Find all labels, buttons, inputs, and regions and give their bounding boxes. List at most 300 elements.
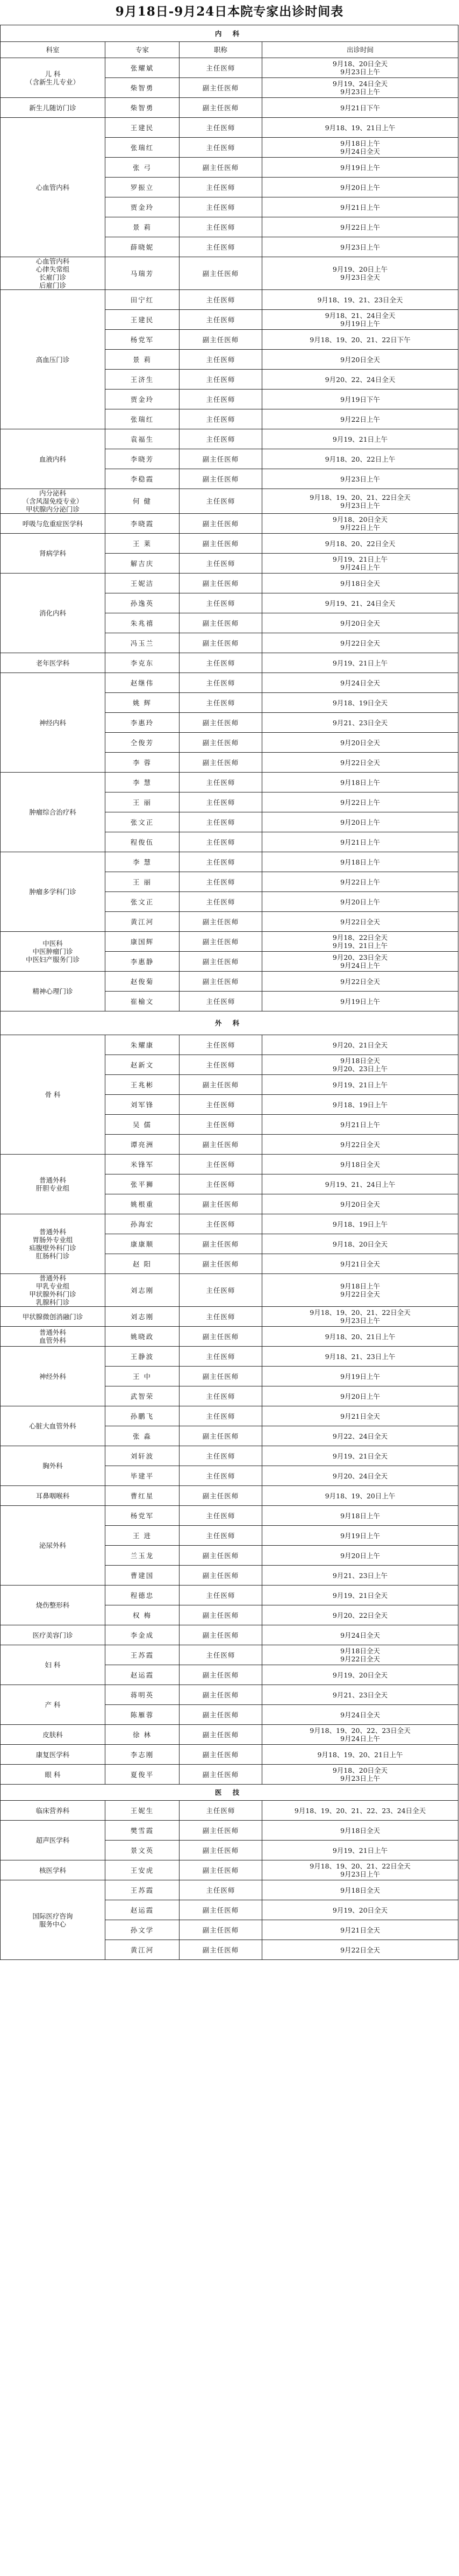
time-cell: 9月18、19、21日上午	[262, 118, 458, 138]
title-cell: 副主任医师	[180, 1605, 262, 1625]
doctor-cell: 兰玉龙	[105, 1546, 180, 1566]
title-cell: 主任医师	[180, 653, 262, 673]
time-cell: 9月19、21日上午	[262, 653, 458, 673]
doctor-cell: 张文正	[105, 892, 180, 912]
doctor-cell: 毕建平	[105, 1466, 180, 1486]
table-row	[1, 118, 458, 138]
doctor-cell: 王 丽	[105, 872, 180, 892]
time-cell: 9月18、19、20、21、22、23、24日全天	[262, 1801, 458, 1821]
title-cell: 副主任医师	[180, 932, 262, 952]
dept-cell: 临床营养科	[1, 1801, 105, 1821]
title-cell: 主任医师	[180, 1035, 262, 1055]
doctor-cell: 景文英	[105, 1841, 180, 1860]
doctor-cell: 刘志刚	[105, 1274, 180, 1307]
time-cell: 9月18、19、20、21、22日下午	[262, 330, 458, 350]
time-cell: 9月21日全天	[262, 1254, 458, 1274]
dept-cell: 心血管内科	[1, 118, 105, 257]
time-cell: 9月22日上午	[262, 792, 458, 812]
title-cell: 副主任医师	[180, 534, 262, 554]
time-cell: 9月20、21日全天	[262, 1035, 458, 1055]
dept-cell: 消化内科	[1, 574, 105, 653]
table-row	[1, 1645, 458, 1665]
time-cell: 9月20日全天	[262, 1194, 458, 1214]
title-cell: 副主任医师	[180, 78, 262, 98]
dept-cell: 精神心理门诊	[1, 972, 105, 1011]
doctor-cell: 王 丽	[105, 792, 180, 812]
dept-cell: 超声医学科	[1, 1821, 105, 1860]
doctor-cell: 崔榆文	[105, 992, 180, 1011]
doctor-cell: 杨党军	[105, 330, 180, 350]
dept-cell: 肿瘤多学科门诊	[1, 852, 105, 932]
doctor-cell: 李惠静	[105, 952, 180, 972]
title-cell: 主任医师	[180, 554, 262, 574]
title-cell: 副主任医师	[180, 1665, 262, 1685]
doctor-cell: 王苏霞	[105, 1645, 180, 1665]
time-cell: 9月21日上午	[262, 197, 458, 217]
table-row	[1, 932, 458, 952]
doctor-cell: 赵运霞	[105, 1900, 180, 1920]
title-cell: 主任医师	[180, 429, 262, 449]
doctor-cell: 何 健	[105, 489, 180, 514]
doctor-cell: 康康顺	[105, 1234, 180, 1254]
time-cell: 9月18、19、20、21、22日全天 9月23日上午	[262, 1860, 458, 1880]
title-cell: 主任医师	[180, 390, 262, 409]
time-cell: 9月24日全天	[262, 1705, 458, 1725]
doctor-cell: 赵继伟	[105, 673, 180, 693]
title-cell: 副主任医师	[180, 1254, 262, 1274]
dept-cell: 普通外科 甲乳专业组 甲状腺外科门诊 乳腺科门诊	[1, 1274, 105, 1307]
title-cell: 副主任医师	[180, 1765, 262, 1785]
title-cell: 副主任医师	[180, 912, 262, 932]
dept-cell: 妇 科	[1, 1645, 105, 1685]
time-cell: 9月18、20日全天 9月22日上午	[262, 514, 458, 534]
title-cell: 副主任医师	[180, 1725, 262, 1745]
time-cell: 9月18、21、24日全天 9月19日上午	[262, 310, 458, 330]
doctor-cell: 程德忠	[105, 1586, 180, 1605]
title-cell: 主任医师	[180, 673, 262, 693]
time-cell: 9月21日下午	[262, 98, 458, 118]
title-cell: 副主任医师	[180, 1920, 262, 1940]
title-cell: 副主任医师	[180, 1327, 262, 1347]
time-cell: 9月18、19日上午	[262, 1095, 458, 1115]
doctor-cell: 李志刚	[105, 1745, 180, 1765]
time-cell: 9月18、19日上午	[262, 1214, 458, 1234]
time-cell: 9月20日全天	[262, 613, 458, 633]
title-cell: 副主任医师	[180, 514, 262, 534]
table-row	[1, 1801, 458, 1821]
table-row	[1, 1625, 458, 1645]
table-row	[1, 1880, 458, 1900]
table-row	[1, 514, 458, 534]
doctor-cell: 程俊伍	[105, 832, 180, 852]
dept-cell: 肾病学科	[1, 534, 105, 574]
doctor-cell: 张瑞红	[105, 409, 180, 429]
title-cell: 主任医师	[180, 1115, 262, 1135]
title-cell: 主任医师	[180, 178, 262, 197]
table-row	[1, 773, 458, 792]
title-cell: 主任医师	[180, 118, 262, 138]
title-cell: 主任医师	[180, 237, 262, 257]
title-cell: 主任医师	[180, 1801, 262, 1821]
time-cell: 9月18、19、21、23日全天	[262, 290, 458, 310]
title-cell: 主任医师	[180, 58, 262, 78]
doctor-cell: 冯玉兰	[105, 633, 180, 653]
time-cell: 9月22日全天	[262, 753, 458, 773]
doctor-cell: 孙鹏飞	[105, 1406, 180, 1426]
doctor-cell: 张平狮	[105, 1174, 180, 1194]
title-cell: 副主任医师	[180, 257, 262, 290]
table-row	[1, 1725, 458, 1745]
dept-cell: 普通外科 血管外科	[1, 1327, 105, 1347]
time-cell: 9月18、19、20、21日上午	[262, 1745, 458, 1765]
title-cell: 主任医师	[180, 310, 262, 330]
table-row	[1, 1586, 458, 1605]
doctor-cell: 刘军锋	[105, 1095, 180, 1115]
title-cell: 主任医师	[180, 409, 262, 429]
time-cell: 9月18、20日全天	[262, 1234, 458, 1254]
time-cell: 9月22日全天	[262, 972, 458, 992]
time-cell: 9月18日全天	[262, 1821, 458, 1841]
doctor-cell: 王 莱	[105, 534, 180, 554]
table-row	[1, 1821, 458, 1841]
time-cell: 9月19日上午	[262, 992, 458, 1011]
time-cell: 9月20日上午	[262, 1386, 458, 1406]
title-cell: 主任医师	[180, 1386, 262, 1406]
header-time: 出诊时间	[262, 42, 458, 58]
title-cell: 主任医师	[180, 792, 262, 812]
dept-cell: 胸外科	[1, 1446, 105, 1486]
table-row	[1, 98, 458, 118]
section-row	[1, 1011, 458, 1035]
doctor-cell: 吴 儒	[105, 1115, 180, 1135]
title-cell: 主任医师	[180, 593, 262, 613]
time-cell: 9月20日上午	[262, 812, 458, 832]
doctor-cell: 袁福生	[105, 429, 180, 449]
doctor-cell: 张耀斌	[105, 58, 180, 78]
doctor-cell: 王苏霞	[105, 1880, 180, 1900]
title-cell: 副主任医师	[180, 1860, 262, 1880]
doctor-cell: 刘志刚	[105, 1307, 180, 1327]
doctor-cell: 王 进	[105, 1526, 180, 1546]
time-cell: 9月20日全天	[262, 733, 458, 753]
time-cell: 9月22日全天	[262, 1940, 458, 1960]
time-cell: 9月19、20日上午 9月23日全天	[262, 257, 458, 290]
dept-cell: 神经内科	[1, 673, 105, 773]
doctor-cell: 黄江河	[105, 912, 180, 932]
doctor-cell: 刘轩波	[105, 1446, 180, 1466]
title-cell: 副主任医师	[180, 1841, 262, 1860]
time-cell: 9月18、20、22日全天	[262, 534, 458, 554]
table-row	[1, 1745, 458, 1765]
title-cell: 副主任医师	[180, 733, 262, 753]
table-row	[1, 1765, 458, 1785]
time-cell: 9月22日上午	[262, 409, 458, 429]
time-cell: 9月21、23日全天	[262, 713, 458, 733]
title-cell: 副主任医师	[180, 330, 262, 350]
table-row	[1, 574, 458, 593]
time-cell: 9月20日上午	[262, 892, 458, 912]
dept-cell: 心脏大血管外科	[1, 1406, 105, 1446]
title-cell: 主任医师	[180, 1526, 262, 1546]
time-cell: 9月19、21日上午 9月24日上午	[262, 554, 458, 574]
time-cell: 9月18日全天	[262, 1880, 458, 1900]
doctor-cell: 武智荣	[105, 1386, 180, 1406]
time-cell: 9月18日上午 9月24日全天	[262, 138, 458, 158]
time-cell: 9月20、24日全天	[262, 1466, 458, 1486]
doctor-cell: 田宁红	[105, 290, 180, 310]
title-cell: 主任医师	[180, 350, 262, 370]
doctor-cell: 夏俊平	[105, 1765, 180, 1785]
dept-cell: 国际医疗咨询 服务中心	[1, 1880, 105, 1960]
doctor-cell: 黄江河	[105, 1940, 180, 1960]
doctor-cell: 王建民	[105, 310, 180, 330]
time-cell: 9月21日上午	[262, 832, 458, 852]
time-cell: 9月19、21、24日全天	[262, 593, 458, 613]
title-cell: 主任医师	[180, 1506, 262, 1526]
title-cell: 主任医师	[180, 1645, 262, 1665]
table-row	[1, 1214, 458, 1234]
time-cell: 9月23日上午	[262, 237, 458, 257]
time-cell: 9月18、20日全天 9月23日上午	[262, 58, 458, 78]
dept-cell: 骨 科	[1, 1035, 105, 1155]
section-row	[1, 1785, 458, 1801]
doctor-cell: 姚 辉	[105, 693, 180, 713]
doctor-cell: 张文正	[105, 812, 180, 832]
time-cell: 9月18、20、21日上午	[262, 1327, 458, 1347]
title-cell: 主任医师	[180, 992, 262, 1011]
time-cell: 9月21、23日全天	[262, 1685, 458, 1705]
header-row	[1, 42, 458, 58]
title-cell: 副主任医师	[180, 1821, 262, 1841]
time-cell: 9月20日全天	[262, 350, 458, 370]
doctor-cell: 李晓霞	[105, 514, 180, 534]
doctor-cell: 景 莉	[105, 217, 180, 237]
title-cell: 副主任医师	[180, 753, 262, 773]
time-cell: 9月18、19日全天	[262, 693, 458, 713]
time-cell: 9月19日上午	[262, 1526, 458, 1546]
title-cell: 副主任医师	[180, 1135, 262, 1155]
time-cell: 9月18、19、20、21、22日全天 9月23日上午	[262, 489, 458, 514]
section-title: 外 科	[1, 1011, 458, 1035]
time-cell: 9月21日上午	[262, 1115, 458, 1135]
time-cell: 9月18、19、20日上午	[262, 1486, 458, 1506]
doctor-cell: 孙文学	[105, 1920, 180, 1940]
doctor-cell: 赵 阳	[105, 1254, 180, 1274]
title-cell: 主任医师	[180, 1155, 262, 1174]
title-cell: 主任医师	[180, 832, 262, 852]
title-cell: 主任医师	[180, 1307, 262, 1327]
table-row	[1, 1446, 458, 1466]
time-cell: 9月18、20、22日上午	[262, 449, 458, 469]
time-cell: 9月20日上午	[262, 178, 458, 197]
time-cell: 9月22日上午	[262, 872, 458, 892]
table-row	[1, 1486, 458, 1506]
time-cell: 9月18日上午 9月22日全天	[262, 1274, 458, 1307]
time-cell: 9月19日下午	[262, 390, 458, 409]
doctor-cell: 李晓芳	[105, 449, 180, 469]
title-cell: 副主任医师	[180, 1745, 262, 1765]
dept-cell: 新生儿随访门诊	[1, 98, 105, 118]
dept-cell: 普通外科 肝胆专业组	[1, 1155, 105, 1214]
doctor-cell: 贾金玲	[105, 390, 180, 409]
title-cell: 主任医师	[180, 1406, 262, 1426]
dept-cell: 心血管内科 心律失常组 长雇门诊 后雇门诊	[1, 257, 105, 290]
time-cell: 9月20、22日全天	[262, 1605, 458, 1625]
table-row	[1, 1406, 458, 1426]
dept-cell: 产 科	[1, 1685, 105, 1725]
time-cell: 9月22日全天	[262, 633, 458, 653]
doctor-cell: 李惠玲	[105, 713, 180, 733]
doctor-cell: 解吉庆	[105, 554, 180, 574]
time-cell: 9月22日全天	[262, 912, 458, 932]
doctor-cell: 杨党军	[105, 1506, 180, 1526]
time-cell: 9月19、21日全天	[262, 1586, 458, 1605]
table-row	[1, 1506, 458, 1526]
dept-cell: 康复医学科	[1, 1745, 105, 1765]
dept-cell: 核医学科	[1, 1860, 105, 1880]
time-cell: 9月19、21日上午	[262, 1841, 458, 1860]
dept-cell: 烧伤整形科	[1, 1586, 105, 1625]
dept-cell: 眼 科	[1, 1765, 105, 1785]
title-cell: 副主任医师	[180, 1705, 262, 1725]
time-cell: 9月18日上午	[262, 1506, 458, 1526]
doctor-cell: 李 蓉	[105, 753, 180, 773]
table-row	[1, 1035, 458, 1055]
time-cell: 9月18、20日全天 9月23日上午	[262, 1765, 458, 1785]
table-row	[1, 673, 458, 693]
title-cell: 副主任医师	[180, 1194, 262, 1214]
doctor-cell: 王济生	[105, 370, 180, 390]
dept-cell: 耳鼻咽喉科	[1, 1486, 105, 1506]
time-cell: 9月19、21日全天	[262, 1446, 458, 1466]
title-cell: 主任医师	[180, 1446, 262, 1466]
time-cell: 9月19日上午	[262, 1367, 458, 1386]
time-cell: 9月18、19、20、21、22日全天 9月23日上午	[262, 1307, 458, 1327]
time-cell: 9月18日全天 9月20、23日上午	[262, 1055, 458, 1075]
header-title: 职称	[180, 42, 262, 58]
page-title: 9月18日-9月24日本院专家出诊时间表	[115, 4, 344, 19]
title-cell: 主任医师	[180, 892, 262, 912]
title-cell: 副主任医师	[180, 158, 262, 178]
time-cell: 9月18日全天	[262, 574, 458, 593]
dept-cell: 皮肤科	[1, 1725, 105, 1745]
table-row	[1, 1155, 458, 1174]
time-cell: 9月19、20日全天	[262, 1900, 458, 1920]
time-cell: 9月21、23日上午	[262, 1566, 458, 1586]
doctor-cell: 景 莉	[105, 350, 180, 370]
time-cell: 9月18日上午	[262, 773, 458, 792]
table-row	[1, 1274, 458, 1307]
title-cell: 副主任医师	[180, 1486, 262, 1506]
doctor-cell: 陈雁蓉	[105, 1705, 180, 1725]
doctor-cell: 罗振立	[105, 178, 180, 197]
title-cell: 主任医师	[180, 812, 262, 832]
title-cell: 主任医师	[180, 290, 262, 310]
doctor-cell: 李克东	[105, 653, 180, 673]
section-title: 医 技	[1, 1785, 458, 1801]
dept-cell: 甲状腺微创消融门诊	[1, 1307, 105, 1327]
title-cell: 主任医师	[180, 693, 262, 713]
doctor-cell: 朱兆禧	[105, 613, 180, 633]
dept-cell: 神经外科	[1, 1347, 105, 1406]
header-dept: 科室	[1, 42, 105, 58]
title-cell: 副主任医师	[180, 1367, 262, 1386]
table-row	[1, 534, 458, 554]
title-cell: 主任医师	[180, 1174, 262, 1194]
schedule-body	[1, 25, 458, 1960]
time-cell: 9月24日全天	[262, 673, 458, 693]
dept-cell: 中医科 中医肿瘤门诊 中医妇产服务门诊	[1, 932, 105, 972]
time-cell: 9月19、21日上午	[262, 1075, 458, 1095]
doctor-cell: 孙海宏	[105, 1214, 180, 1234]
doctor-cell: 王建民	[105, 118, 180, 138]
doctor-cell: 王妮生	[105, 1801, 180, 1821]
table-row	[1, 1685, 458, 1705]
doctor-cell: 张 弓	[105, 158, 180, 178]
table-row	[1, 1347, 458, 1367]
title-cell: 主任医师	[180, 197, 262, 217]
doctor-cell: 曹建国	[105, 1566, 180, 1586]
time-cell: 9月22日上午	[262, 217, 458, 237]
title-cell: 副主任医师	[180, 1234, 262, 1254]
time-cell: 9月22、24日全天	[262, 1426, 458, 1446]
doctor-cell: 柴智勇	[105, 78, 180, 98]
title-cell: 副主任医师	[180, 1625, 262, 1645]
table-row	[1, 653, 458, 673]
time-cell: 9月21日全天	[262, 1406, 458, 1426]
title-cell: 副主任医师	[180, 98, 262, 118]
dept-cell: 普通外科 胃肠外专业组 疝腹壁外科门诊 肛肠科门诊	[1, 1214, 105, 1274]
table-row	[1, 852, 458, 872]
dept-cell: 血液内科	[1, 429, 105, 489]
dept-cell: 医疗美容门诊	[1, 1625, 105, 1645]
doctor-cell: 柴智勇	[105, 98, 180, 118]
title-cell: 副主任医师	[180, 1546, 262, 1566]
title-cell: 副主任医师	[180, 1940, 262, 1960]
doctor-cell: 赵新文	[105, 1055, 180, 1075]
title-cell: 主任医师	[180, 1095, 262, 1115]
doctor-cell: 王 中	[105, 1367, 180, 1386]
dept-cell: 老年医学科	[1, 653, 105, 673]
title-cell: 副主任医师	[180, 1075, 262, 1095]
dept-cell: 高血压门诊	[1, 290, 105, 429]
title-cell: 主任医师	[180, 217, 262, 237]
time-cell: 9月18日全天	[262, 1155, 458, 1174]
time-cell: 9月18、19、20、22、23日全天 9月24日上午	[262, 1725, 458, 1745]
doctor-cell: 孙逸英	[105, 593, 180, 613]
table-row	[1, 290, 458, 310]
doctor-cell: 赵运霞	[105, 1665, 180, 1685]
title-cell: 主任医师	[180, 1274, 262, 1307]
time-cell: 9月18、22日全天 9月19、21日上午	[262, 932, 458, 952]
title-cell: 副主任医师	[180, 1900, 262, 1920]
doctor-cell: 王安虎	[105, 1860, 180, 1880]
table-row	[1, 1327, 458, 1347]
title-cell: 副主任医师	[180, 633, 262, 653]
doctor-cell: 徐 林	[105, 1725, 180, 1745]
doctor-cell: 王兆彬	[105, 1075, 180, 1095]
title-cell: 主任医师	[180, 138, 262, 158]
doctor-cell: 赵俊菊	[105, 972, 180, 992]
doctor-cell: 姚根重	[105, 1194, 180, 1214]
title-cell: 主任医师	[180, 1880, 262, 1900]
title-cell: 副主任医师	[180, 469, 262, 489]
title-cell: 副主任医师	[180, 713, 262, 733]
doctor-cell: 王静波	[105, 1347, 180, 1367]
table-row	[1, 1860, 458, 1880]
title-cell: 主任医师	[180, 872, 262, 892]
title-cell: 副主任医师	[180, 1426, 262, 1446]
